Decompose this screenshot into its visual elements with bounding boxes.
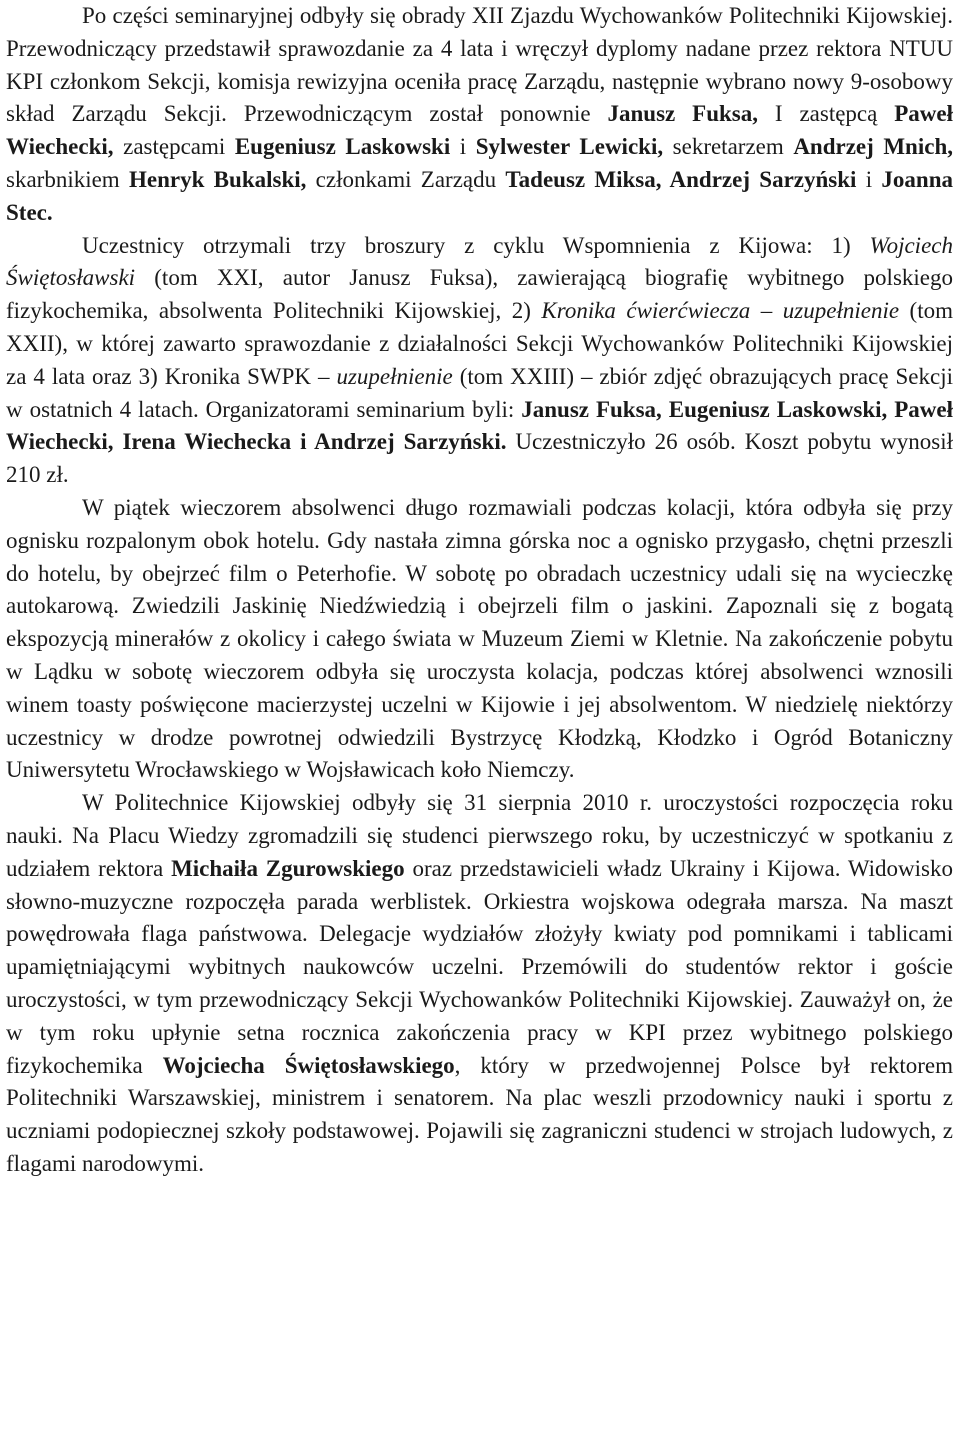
person-name: Sylwester Lewicki,: [475, 134, 664, 160]
text-run: W Politechnice Kijowskiej odbyły się 31 sierpnia 2010 r. uroczystości rozpoczęcia roku nauki. Na Placu Wiedzy zgromadzili się studenci pierwszego roku, by uczestniczyć w spotkaniu z udziałem rektora: [6, 790, 953, 881]
person-name: Janusz Fuksa,: [607, 101, 758, 127]
text-run: , który w przedwojennej Polsce był rektorem Politechniki Warszawskiej, ministrem i senatorem. Na plac weszli przodownicy nauki i sportu z uczniami podopiecznej szkoły podstawowej. Pojawili się zagraniczni studenci w strojach ludowych, z flagami narodowymi.: [6, 1052, 953, 1176]
text-run: oraz przedstawicieli władz Ukrainy i Kijowa. Widowisko słowno-muzyczne rozpoczęła parada werblistek. Orkiestra wojskowa odegrała marsza. Na maszt powędrowała flaga państwowa. Delegacje wydziałów złożyły kwiaty pod pomnikami i tablicami upamiętniającymi wybitnych naukowców uczelni. Przemówili do studentów rektor i goście uroczystości, w tym przewodniczący Sekcji Wychowanków Politechniki Kijowskiej. Zauważył on, że w tym roku upłynie setna rocznica zakończenia pracy w KPI przez wybitnego polskiego fizykochemika: [6, 855, 953, 1078]
organizers-names: Janusz Fuksa, Eugeniusz Laskowski, Paweł Wiechecki, Irena Wiechecka i Andrzej Sarzyński.: [6, 396, 954, 455]
text-run: skarbnikiem: [6, 166, 129, 192]
book-title: Kronika ćwierćwiecza – uzupełnienie: [541, 298, 900, 324]
person-name: Henryk Bukalski,: [129, 166, 307, 192]
text-run: zastępcami: [113, 134, 235, 160]
text-run: sekretarzem: [663, 134, 794, 160]
person-name: Paweł Wiechecki,: [6, 101, 954, 160]
text-run: i: [450, 134, 476, 160]
person-name: Eugeniusz Laskowski: [234, 134, 451, 160]
text-run: i: [856, 166, 882, 192]
text-run: Po części seminaryjnej odbyły się obrady XII Zjazdu Wychowanków Politechniki Kijowskiej. Przewodniczący przedstawił sprawozdanie za 4 lata i wręczył dyplomy nadane przez rektora NTUU KPI członkom Sekcji, komisja rewizyjna oceniła pracę Zarządu, następnie wybrano nowy 9-osobowy skład Zarządu Sekcji. Przewodniczącym został ponownie: [6, 3, 953, 127]
person-name: Tadeusz Miksa, Andrzej Sarzyński: [505, 166, 857, 192]
person-name: Andrzej Mnich,: [793, 134, 953, 160]
text-run: Uczestniczyło 26 osób. Koszt pobytu wynosił 210 zł.: [6, 429, 954, 488]
person-name: Michaiła Zgurowskiego: [171, 855, 405, 881]
person-name: Wojciecha Świętosławskiego: [162, 1052, 455, 1078]
text-run: W piątek wieczorem absolwenci długo rozmawiali podczas kolacji, która odbyła się przy ognisku rozpalonym obok hotelu. Gdy nastała zimna górska noc a ognisko przygasło, chętni przeszli do hotelu, by obejrzeć film o Peterhofie. W sobotę po obradach uczestnicy udali się na wycieczkę autokarową. Zwiedzili Jaskinię Niedźwiedzią i obejrzeli film o jaskini. Zapoznali się z bogatą ekspozycją minerałów z okolicy i całego świata w Muzeum Ziemi w Kletnie. Na zakończenie pobytu w Lądku w sobotę wieczorem odbyła się uroczysta kolacja, podczas której absolwenci wznosili winem toasty poświęcone macierzystej uczelni w Kijowie i jej absolwentom. W niedzielę niektórzy uczestnicy w drodze powrotnej odwiedzili Bystrzycę Kłodzką, Kłodzko i Ogród Botaniczny Uniwersytetu Wrocławskiego w Wojsławicach koło Niemczy.: [6, 494, 953, 783]
text-run: I zastępcą: [757, 101, 895, 127]
paragraph-broszury: [6, 230, 953, 492]
paragraph-zjazd: [6, 0, 953, 230]
paragraph-uroczystosci: [6, 787, 953, 1181]
text-run: członkami Zarządu: [306, 166, 506, 192]
book-title: Wojciech Świętosławski: [6, 232, 953, 291]
person-name: Joanna Stec.: [6, 166, 953, 225]
paragraph-wycieczka: [6, 492, 953, 787]
text-run: (tom XXI, autor Janusz Fuksa), zawierającą biografię wybitnego polskiego fizykochemika, absolwenta Politechniki Kijowskiej, 2): [6, 265, 953, 324]
text-run: (tom XXIII) – zbiór zdjęć obrazujących pracę Sekcji w ostatnich 4 latach. Organizatorami seminarium byli:: [6, 363, 953, 422]
book-title: uzupełnienie: [336, 363, 453, 389]
text-run: (tom XXII), w której zawarto sprawozdanie z działalności Sekcji Wychowanków Politechniki Kijowskiej za 4 lata oraz 3) Kronika SWPK –: [6, 298, 953, 389]
text-run: Uczestnicy otrzymali trzy broszury z cyklu Wspomnienia z Kijowa: 1): [82, 232, 870, 258]
